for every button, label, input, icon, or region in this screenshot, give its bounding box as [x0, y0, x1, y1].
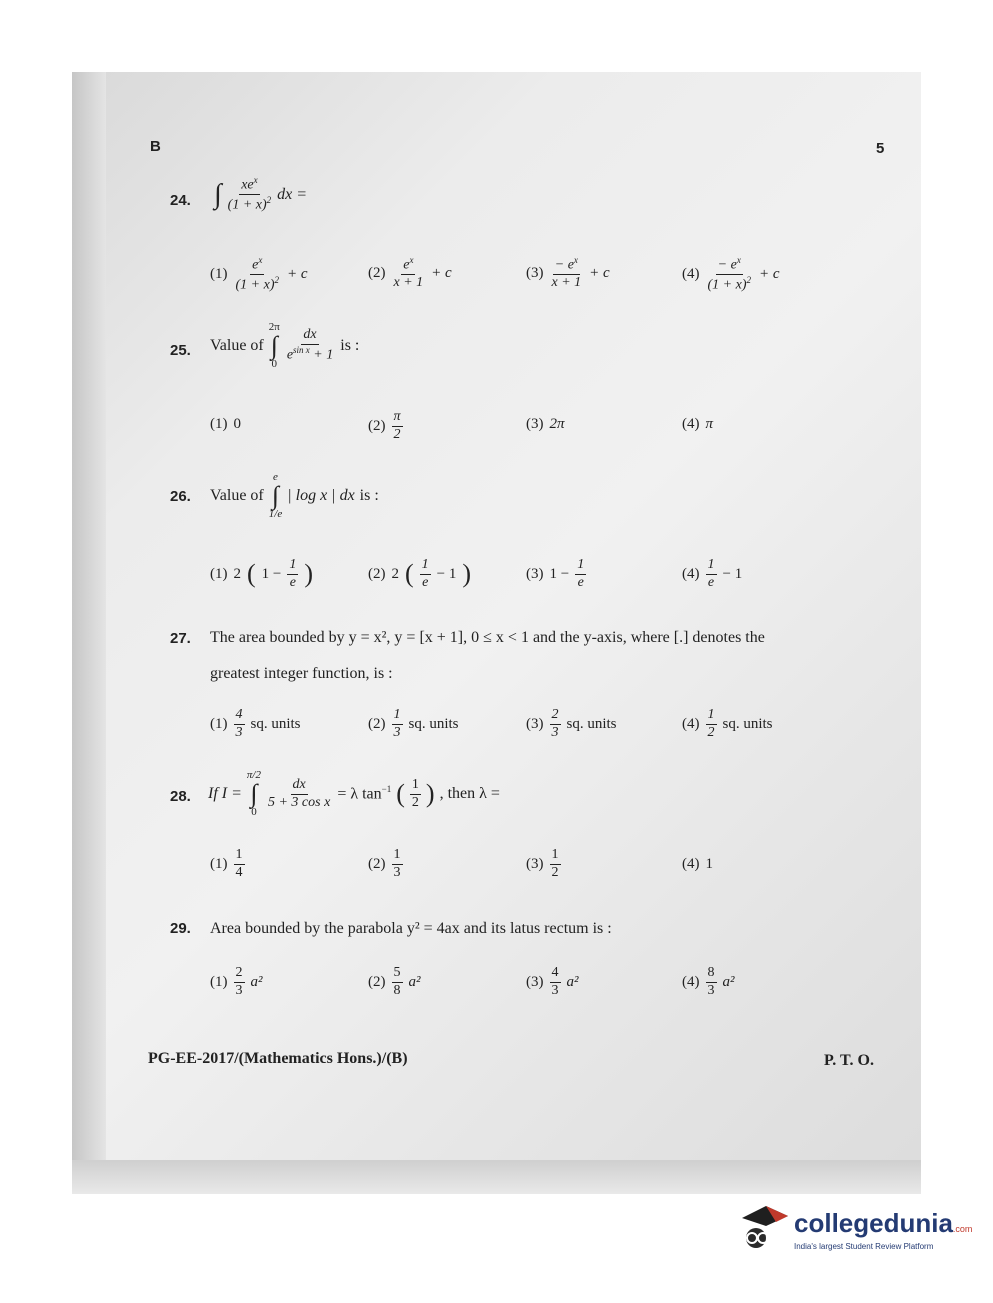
question-27-option-1: (1) $\frac{4}{3}$ sq. units — [210, 707, 301, 740]
question-29-option-2: (2) $\frac{5}{8}$ a² — [368, 965, 421, 998]
question-28-option-1: (1) $\frac{1}{4}$ — [210, 847, 243, 880]
question-24-option-2: (2) $\frac{e^x}{x + 1}$ + c — [368, 255, 452, 291]
question-28-option-4: (4) 1 — [682, 856, 713, 872]
question-27-option-2: (2) $\frac{1}{3}$ sq. units — [368, 707, 459, 740]
question-27-line-2: greatest integer function, is : — [210, 665, 393, 682]
question-26-number: 26. — [170, 488, 191, 505]
question-24-option-4: (4) $\frac{- e^x}{(1 + x)^2}$ + c — [682, 255, 780, 293]
page-binding-shadow — [72, 72, 106, 1194]
question-24-stem: ∫ $\frac{xe^x}{(1 + x)^2}$ dx = — [214, 175, 308, 213]
mascot-icon — [736, 1200, 792, 1256]
question-26-option-1: (1) 2 ( 1 − $\frac{1}{e}$ ) — [210, 557, 314, 590]
question-27-number: 27. — [170, 630, 191, 647]
pto-label: P. T. O. — [824, 1052, 874, 1069]
question-28-option-2: (2) $\frac{1}{3}$ — [368, 847, 401, 880]
question-25-option-1: (1) 0 — [210, 416, 241, 432]
question-26-option-2: (2) 2 ( $\frac{1}{e}$ − 1 ) — [368, 557, 472, 590]
brand-name: collegedunia.com — [794, 1208, 973, 1238]
question-25-option-4: (4) π — [682, 416, 714, 432]
stem-fraction: $\frac{xe^x}{(1 + x)^2}$ — [227, 175, 272, 213]
question-26-option-3: (3) 1 − $\frac{1}{e}$ — [526, 557, 585, 590]
question-25-option-3: (3) 2π — [526, 416, 565, 432]
question-27-line-1: The area bounded by y = x², y = [x + 1], 0 ≤ x < 1 and the y-axis, where [.] denotes the — [210, 629, 765, 646]
question-27-option-3: (3) $\frac{2}{3}$ sq. units — [526, 707, 617, 740]
question-25-stem: Value of 2π ∫ 0 $\frac{dx}{e^{sin x} + 1}$ is : — [210, 321, 360, 370]
question-24-option-1: (1) $\frac{e^x}{(1 + x)^2}$ + c — [210, 255, 308, 293]
question-28-option-3: (3) $\frac{1}{2}$ — [526, 847, 559, 880]
question-26-option-4: (4) $\frac{1}{e}$ − 1 — [682, 557, 743, 590]
question-27-option-4: (4) $\frac{1}{2}$ sq. units — [682, 707, 773, 740]
question-28-number: 28. — [170, 788, 191, 805]
paper-code: PG-EE-2017/(Mathematics Hons.)/(B) — [148, 1050, 408, 1067]
page-number: 5 — [876, 140, 885, 157]
question-29-option-1: (1) $\frac{2}{3}$ a² — [210, 965, 263, 998]
page-bottom-shadow — [72, 1160, 921, 1194]
collegedunia-logo — [736, 1200, 973, 1260]
question-24-option-3: (3) $\frac{- e^x}{x + 1}$ + c — [526, 255, 610, 291]
question-25-number: 25. — [170, 342, 191, 359]
question-29-stem: Area bounded by the parabola y² = 4ax and its latus rectum is : — [210, 920, 612, 937]
question-29-option-3: (3) $\frac{4}{3}$ a² — [526, 965, 579, 998]
question-29-option-4: (4) $\frac{8}{3}$ a² — [682, 965, 735, 998]
question-24-number: 24. — [170, 192, 191, 209]
question-28-stem: If I = π/2 ∫ 0 $\frac{dx}{\text{5 + 3 cos x}}$ = λ $\tan^{-1}$ ( $\frac{1}{2}$ ) , then λ = — [208, 769, 500, 818]
question-26-stem: Value of e ∫ 1/e | log x | dx is : — [210, 471, 379, 520]
brand-tagline: India's largest Student Review Platform — [794, 1242, 934, 1251]
question-25-option-2: (2) $\frac{\pi}{2}$ — [368, 409, 401, 442]
integral-sign: ∫ — [214, 178, 222, 210]
question-29-number: 29. — [170, 920, 191, 937]
set-label: B — [150, 138, 161, 155]
